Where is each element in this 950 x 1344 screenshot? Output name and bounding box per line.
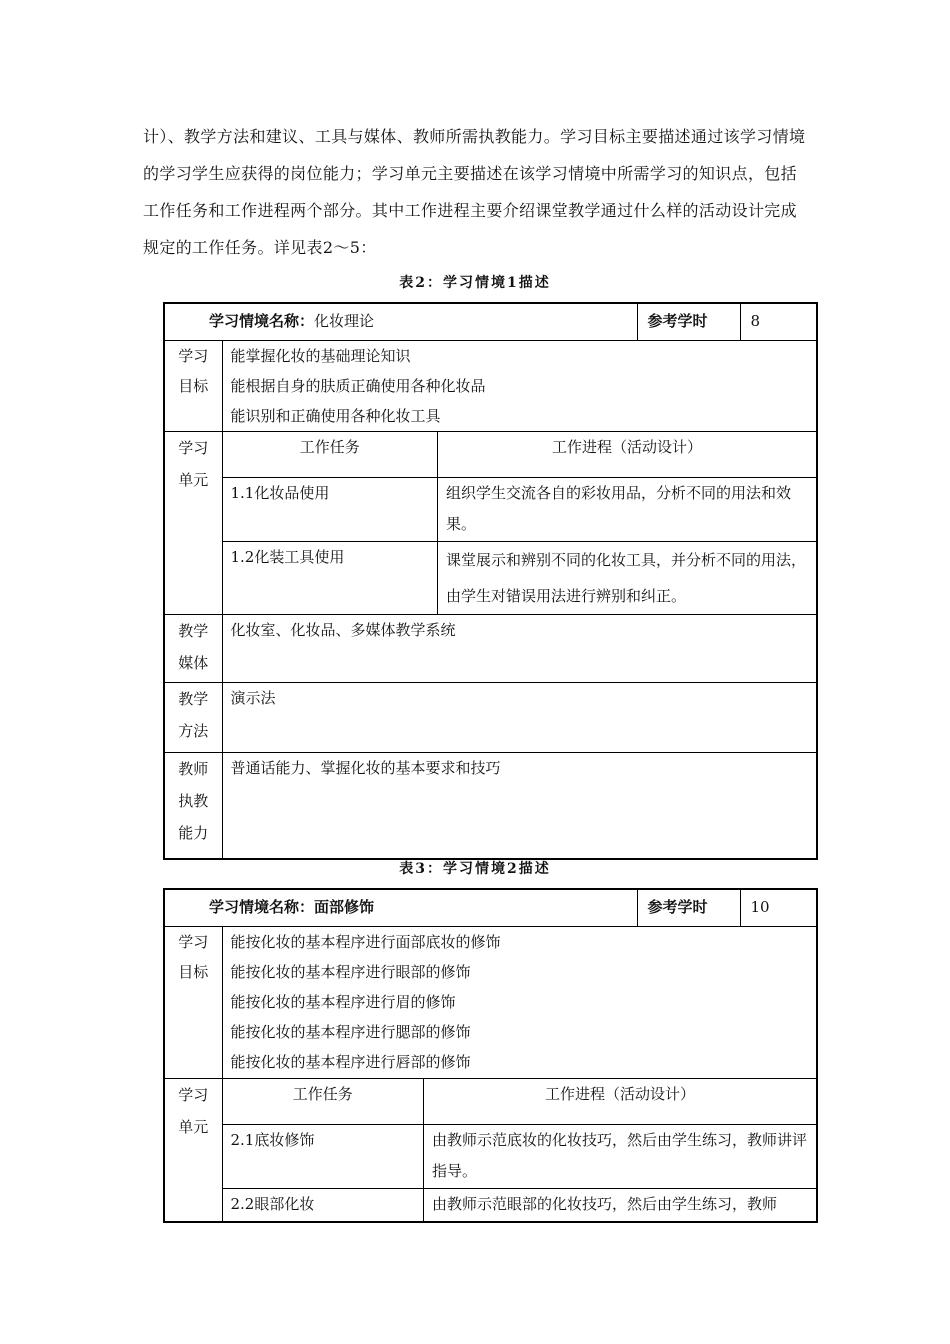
table2-unit-label: 学习 单元 [164, 431, 222, 615]
situation-name-value: 化妆理论 [314, 312, 375, 330]
table3-goals-row [164, 926, 817, 1078]
table-row [223, 1189, 817, 1221]
table3-goals [222, 926, 817, 1078]
table3-caption: 表3：学习情境2描述 [399, 861, 551, 877]
table2-situation-name [164, 303, 637, 340]
table2-unit-row [164, 431, 817, 615]
situation-name-label: 学习情境名称： [209, 898, 315, 916]
table3-header-row [164, 889, 817, 926]
table2-media-label: 教学 媒体 [164, 615, 222, 683]
goal-item: 能按化妆的基本程序进行眉的修饰 [230, 992, 456, 1011]
table2-hours-label: 参考学时 [637, 303, 740, 340]
task-cell: 1.2化装工具使用 [223, 542, 438, 615]
table3-hours-label: 参考学时 [637, 889, 740, 926]
table-row [223, 1125, 817, 1189]
table3-unit-row [164, 1078, 817, 1222]
goal-item: 能根据自身的肤质正确使用各种化妆品 [230, 376, 486, 395]
task-cell: 2.1底妆修饰 [223, 1125, 424, 1189]
table2-caption: 表2：学习情境1描述 [399, 275, 551, 291]
goal-item: 能按化妆的基本程序进行眼部的修饰 [230, 962, 471, 981]
table2-method-row [164, 683, 817, 753]
table3-hours-value: 10 [740, 889, 817, 926]
goal-item: 能按化妆的基本程序进行唇部的修饰 [230, 1052, 471, 1071]
table-row [223, 542, 817, 615]
table3-unit-table [223, 1079, 817, 1221]
task-header: 工作任务 [223, 1079, 424, 1125]
table3 [163, 888, 818, 1223]
table2-media-value: 化妆室、化妆品、多媒体教学系统 [222, 615, 817, 683]
table2-header-row [164, 303, 817, 340]
intro-paragraph: 计）、教学方法和建议、工具与媒体、教师所需执教能力。学习目标主要描述通过该学习情境的学习学生应获得的岗位能力；学习单元主要描述在该学习情境中所需学习的知识点，包括工作任务和工作进程两个部分。其中工作进程主要介绍课堂教学通过什么样的活动设计完成规定的工作任务。详见表2～5： [143, 127, 806, 257]
table2-hours-value: 8 [740, 303, 817, 340]
table2-goals-label: 学习 目标 [164, 340, 222, 431]
task-cell: 1.1化妆品使用 [223, 478, 438, 542]
table2-goals-row [164, 340, 817, 431]
table3-goals-label: 学习 目标 [164, 926, 222, 1078]
goal-item: 能按化妆的基本程序进行面部底妆的修饰 [230, 932, 501, 951]
situation-name-value: 面部修饰 [314, 898, 375, 916]
table2-method-label: 教学 方法 [164, 683, 222, 753]
table2-ability-label: 教师 执教 能力 [164, 753, 222, 859]
process-cell: 由教师示范眼部的化妆技巧，然后由学生练习，教师 [424, 1189, 817, 1221]
goal-item: 能识别和正确使用各种化妆工具 [230, 406, 441, 425]
table2-unit-table [223, 432, 817, 615]
process-cell: 由教师示范底妆的化妆技巧，然后由学生练习，教师讲评指导。 [424, 1125, 817, 1189]
process-cell: 课堂展示和辨别不同的化妆工具，并分析不同的用法，由学生对错误用法进行辨别和纠正。 [438, 542, 817, 615]
table2-media-row [164, 615, 817, 683]
table2-ability-row [164, 753, 817, 859]
goal-item: 能按化妆的基本程序进行腮部的修饰 [230, 1022, 471, 1041]
task-header: 工作任务 [223, 432, 438, 478]
table2-method-value: 演示法 [222, 683, 817, 753]
process-header: 工作进程（活动设计） [438, 432, 817, 478]
situation-name-label: 学习情境名称： [209, 312, 315, 330]
goal-item: 能掌握化妆的基础理论知识 [230, 346, 411, 365]
task-cell: 2.2眼部化妆 [223, 1189, 424, 1221]
table3-situation-name [164, 889, 637, 926]
table3-unit-label: 学习 单元 [164, 1078, 222, 1222]
process-header: 工作进程（活动设计） [424, 1079, 817, 1125]
table2 [163, 302, 818, 860]
table-row [223, 478, 817, 542]
table2-goals [222, 340, 817, 431]
process-cell: 组织学生交流各自的彩妆用品，分析不同的用法和效果。 [438, 478, 817, 542]
table2-ability-value: 普通话能力、掌握化妆的基本要求和技巧 [222, 753, 817, 859]
